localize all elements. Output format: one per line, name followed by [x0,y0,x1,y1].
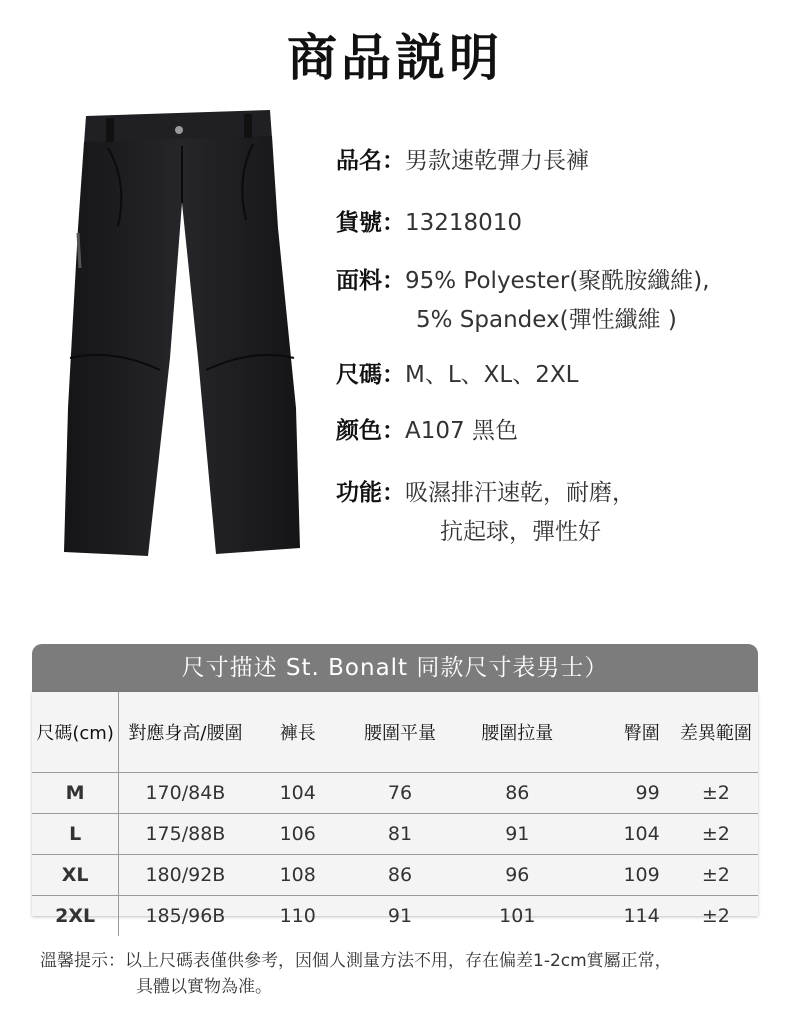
cell-hip: 99 [578,773,673,814]
spec-fabric-label: 面料： [336,268,405,294]
spec-fabric-value-1: 95% Polyester(聚酰胺纖維), [405,268,710,294]
cell-waist-stretch: 96 [456,855,578,896]
spec-function-value-1: 吸濕排汗速乾，耐磨， [405,480,635,506]
cell-length: 104 [252,773,344,814]
size-chart-header-row [32,692,758,773]
cell-tolerance: ±2 [674,773,758,814]
cell-tolerance: ±2 [674,855,758,896]
size-note [40,948,672,1000]
page-title: 商品説明 [287,29,503,87]
spec-size-value: M、L、XL、2XL [405,362,579,388]
table-row [32,814,758,855]
spec-color-label: 颜色： [336,418,405,444]
spec-function-label: 功能： [336,480,405,506]
cell-waist-stretch: 86 [456,773,578,814]
spec-function [336,474,635,546]
spec-name [336,142,589,175]
cell-height-waist: 180/92B [119,855,252,896]
col-size: 尺碼(cm) [32,692,119,773]
cell-waist-stretch: 91 [456,814,578,855]
spec-sku-label: 貨號： [336,210,405,236]
cell-length: 110 [252,896,344,937]
table-row [32,896,758,937]
col-tolerance: 差異範圍 [679,723,752,744]
spec-name-value: 男款速乾彈力長褲 [405,148,589,174]
cell-waist-flat: 81 [344,814,456,855]
cell-hip: 114 [578,896,673,937]
spec-name-label: 品名： [336,148,405,174]
cell-waist-stretch: 101 [456,896,578,937]
cell-length: 106 [252,814,344,855]
spec-fabric [336,262,710,334]
col-waist-stretch: 腰圍拉量 [481,723,554,744]
spec-size-label: 尺碼： [336,362,405,388]
size-chart-table [32,692,758,927]
cell-hip: 109 [578,855,673,896]
size-chart-header: 尺寸描述 St. Bonalt 同款尺寸表男士） [32,644,758,692]
cell-hip: 104 [578,814,673,855]
table-row [32,855,758,896]
col-waist-flat: 腰圍平量 [363,723,436,744]
spec-color-value: A107 黑色 [405,418,518,444]
col-length: 褲長 [279,723,316,744]
spec-function-value-2: 抗起球，彈性好 [440,519,601,545]
size-note-line-1: 溫馨提示：以上尺碼表僅供參考，因個人測量方法不用，存在偏差1-2cm實屬正常， [40,951,672,971]
col-height-waist: 對應身高/腰圍 [128,723,243,744]
pants-product-image [48,108,316,558]
cell-waist-flat: 86 [344,855,456,896]
cell-waist-flat: 91 [344,896,456,937]
cell-waist-flat: 76 [344,773,456,814]
cell-tolerance: ±2 [674,896,758,937]
cell-tolerance: ±2 [674,814,758,855]
cell-size: M [32,773,119,814]
spec-sku [336,204,522,237]
cell-size: L [32,814,119,855]
spec-size [336,356,578,389]
cell-height-waist: 185/96B [119,896,252,937]
cell-height-waist: 175/88B [119,814,252,855]
spec-color [336,412,518,445]
cell-height-waist: 170/84B [119,773,252,814]
cell-length: 108 [252,855,344,896]
size-note-line-2: 具體以實物為准。 [136,977,272,997]
table-row [32,773,758,814]
spec-sku-value: 13218010 [405,210,523,236]
cell-size: XL [32,855,119,896]
spec-fabric-value-2: 5% Spandex(彈性纖維 ) [416,307,677,333]
col-hip: 臀圍 [623,723,660,744]
cell-size: 2XL [32,896,119,937]
